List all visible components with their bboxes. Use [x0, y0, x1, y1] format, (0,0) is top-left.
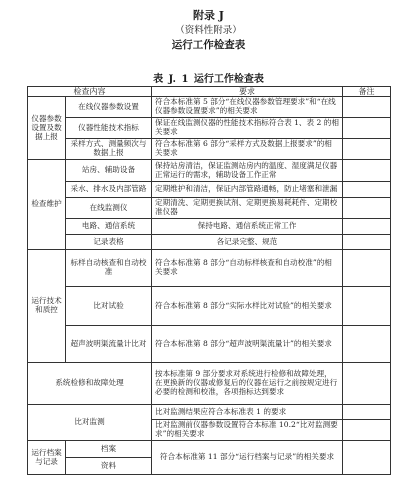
row-requirement: 比对监测前仪器参数设置符合本标准 10.2“比对监测要求”的相关要求 — [152, 420, 343, 441]
row-requirement: 定期清洗、定期更换试剂、定期更换易耗耗件、定期校准仪器 — [152, 198, 343, 219]
row-remark — [343, 420, 391, 441]
group-label: 检查维护 — [28, 160, 66, 250]
header-requirement: 要求 — [152, 87, 343, 97]
table-row — [28, 326, 391, 363]
row-requirement: 比对监测结果应符合本标准表 1 的要求 — [152, 405, 343, 420]
row-item: 电路、通信系统 — [66, 219, 152, 235]
table-row — [28, 235, 391, 250]
row-remark — [343, 118, 391, 139]
row-item: 站房、辅助设备 — [66, 160, 152, 182]
appendix-name: 运行工作检查表 — [171, 39, 246, 51]
row-item: 仪器性能技术指标 — [66, 118, 152, 139]
table-row — [28, 405, 391, 420]
table-row — [28, 287, 391, 326]
row-item: 比对监测 — [28, 405, 152, 441]
row-remark — [343, 250, 391, 287]
group-label: 仪器参数设置及数据上报 — [28, 97, 66, 160]
row-item: 档案 — [66, 441, 152, 458]
row-remark — [343, 441, 391, 475]
row-item: 记录表格 — [66, 235, 152, 250]
row-requirement: 符合本标准第 11 部分“运行档案与记录”的相关要求 — [152, 441, 343, 475]
table-row — [28, 250, 391, 287]
table-caption: 表 J. 1 运行工作检查表 — [153, 74, 264, 85]
group-label: 运行技术和质控 — [28, 250, 66, 363]
table-row — [28, 97, 391, 118]
row-remark — [343, 182, 391, 198]
row-remark — [343, 326, 391, 363]
row-item: 超声波明渠流量计比对 — [66, 326, 152, 363]
row-remark — [343, 139, 391, 160]
row-remark — [343, 235, 391, 250]
row-requirement: 各记录完整、规范 — [152, 235, 343, 250]
row-requirement: 保持电路、通信系统正常工作 — [152, 219, 343, 235]
row-requirement: 按本标准第 9 部分要求对系统进行检修和故障处理，在更换新的仪器或修复后的仪器在运行之前按规定进行必要的检测和校准，各项指标达到要求 — [152, 363, 343, 405]
row-remark — [343, 219, 391, 235]
row-remark — [343, 405, 391, 420]
table-row — [28, 441, 391, 458]
row-requirement: 符合本标准第 6 部分“采样方式及数据上报要求”的相关要求 — [152, 139, 343, 160]
row-requirement: 符合本标准第 5 部分“在线仪器参数管理要求”和“在线仪器参数设置要求”的相关要求 — [152, 97, 343, 118]
row-item: 在线监测仪 — [66, 198, 152, 219]
row-remark — [343, 363, 391, 405]
inspection-table — [27, 86, 391, 475]
row-item: 比对试验 — [66, 287, 152, 326]
header-remark: 备注 — [343, 87, 391, 97]
group-label: 运行档案与记录 — [28, 441, 66, 475]
appendix-title: 附录 J — [192, 9, 225, 22]
table-row — [28, 363, 391, 405]
table-row — [28, 182, 391, 198]
row-requirement: 定期维护和清洁，保证内部管路通畅，防止堵塞和泄漏 — [152, 182, 343, 198]
row-requirement: 符合本标准第 8 部分“自动标样核查和自动校准”的相关要求 — [152, 250, 343, 287]
row-item: 资料 — [66, 458, 152, 475]
row-requirement: 符合本标准第 8 部分“超声波明渠流量计”的相关要求 — [152, 326, 343, 363]
table-row — [28, 139, 391, 160]
row-item: 在线仪器参数设置 — [66, 97, 152, 118]
table-row — [28, 198, 391, 219]
row-item: 标样自动核查和自动校准 — [66, 250, 152, 287]
row-item: 采水、排水及内部管路 — [66, 182, 152, 198]
appendix-subtitle: （资料性附录） — [175, 25, 242, 36]
row-remark — [343, 287, 391, 326]
row-item: 系统检修和故障处理 — [28, 363, 152, 405]
table-row — [28, 118, 391, 139]
row-item: 采样方式、测量频次与数据上报 — [66, 139, 152, 160]
row-remark — [343, 97, 391, 118]
row-remark — [343, 160, 391, 182]
header-check-content: 检查内容 — [28, 87, 152, 97]
table-header-row — [28, 87, 391, 97]
row-requirement: 保证在线监测仪器的性能技术指标符合表 1、表 2 的相关要求 — [152, 118, 343, 139]
row-remark — [343, 198, 391, 219]
row-requirement: 符合本标准第 8 部分“实际水样比对试验”的相关要求 — [152, 287, 343, 326]
table-row — [28, 160, 391, 182]
row-requirement: 保持站房清洁，保证监测站房内的温度、湿度满足仪器正常运行的需求，辅助设备工作正常 — [152, 160, 343, 182]
table-row — [28, 219, 391, 235]
